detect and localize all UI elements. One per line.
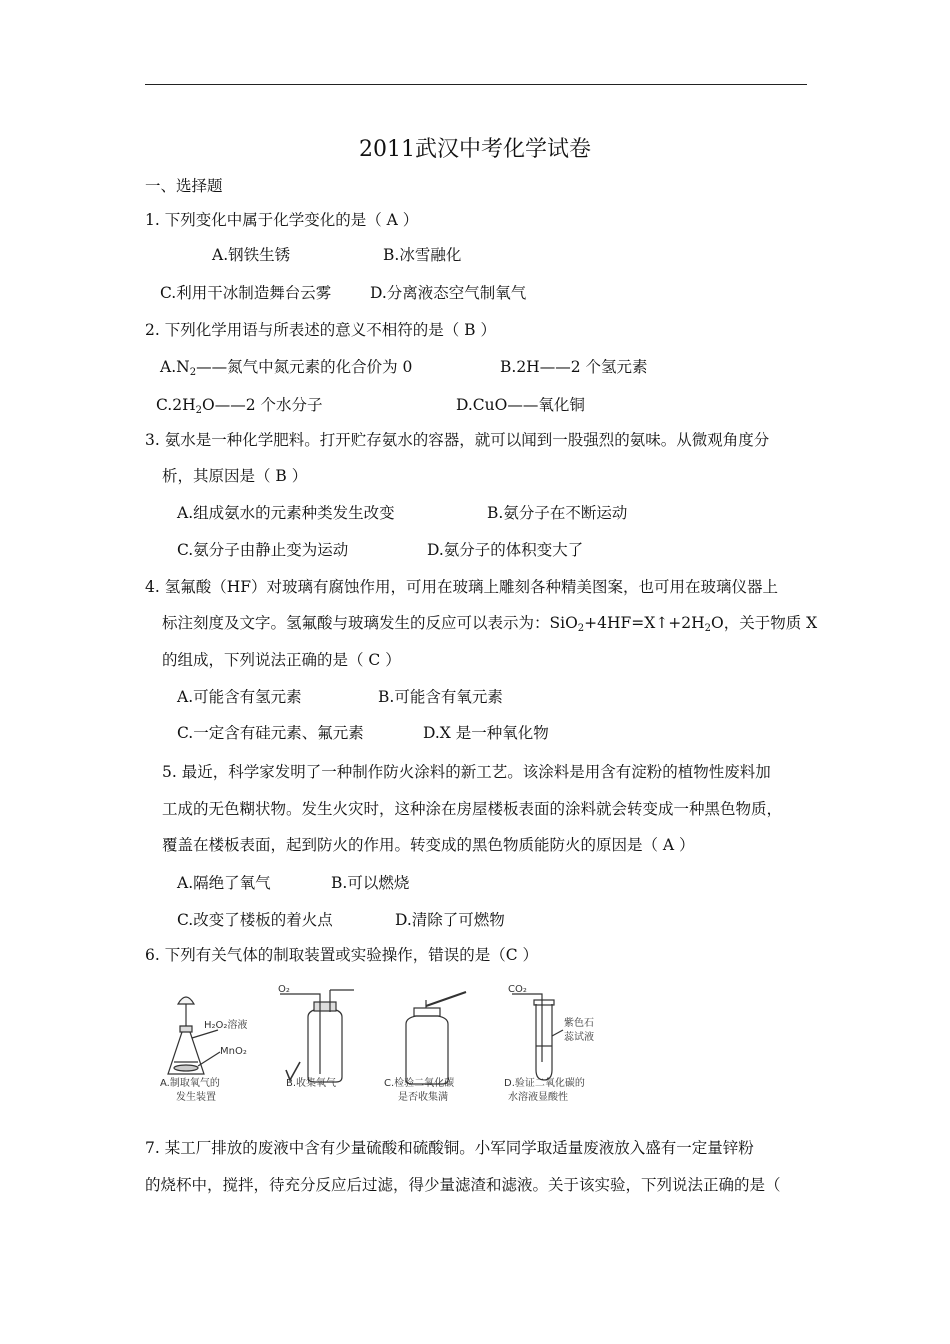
q3-option-a: A.组成氨水的元素种类发生改变: [177, 504, 395, 522]
page-title: 2011武汉中考化学试卷: [359, 137, 591, 162]
fig-d-gas: CO₂: [508, 984, 527, 995]
q4-option-b: B.可能含有氧元素: [378, 688, 503, 706]
q4-option-d: D.X 是一种氧化物: [423, 724, 549, 742]
q5-option-a: A.隔绝了氧气: [177, 874, 271, 892]
section-heading: 一、选择题: [145, 177, 223, 195]
q2-stem: 2. 下列化学用语与所表述的意义不相符的是（ B ）: [145, 321, 496, 339]
q4-stem-line3: 的组成，下列说法正确的是（ C ）: [162, 651, 401, 669]
fig-b-caption: B.收集氧气: [286, 1078, 337, 1089]
q2-option-d: D.CuO——氧化铜: [456, 396, 585, 414]
q5-option-c: C.改变了楼板的着火点: [177, 911, 333, 929]
fig-a-reagent1: H₂O₂溶液: [204, 1020, 248, 1031]
fig-c-bottle: [406, 992, 466, 1084]
q2-option-b: B.2H——2 个氢元素: [500, 358, 648, 376]
q5-stem-line2: 工成的无色糊状物。发生火灾时，这种涂在房屋楼板表面的涂料就会转变成一种黑色物质，: [162, 800, 783, 818]
q6-stem: 6. 下列有关气体的制取装置或实验操作，错误的是（C ）: [145, 946, 539, 964]
fig-b-bottle: [280, 990, 354, 1082]
fig-c-caption2: 是否收集满: [398, 1092, 448, 1103]
q3-stem-line2: 析，其原因是（ B ）: [162, 467, 308, 485]
q2-option-a: $A.N_2——$氮气中氮元素的化合价为 0: [160, 358, 413, 378]
q1-option-a: A.钢铁生锈: [212, 246, 291, 264]
fig-a-flask: [168, 997, 220, 1074]
fig-d-caption2: 水溶液显酸性: [508, 1092, 568, 1103]
fig-a-caption1: A.制取氧气的: [160, 1078, 220, 1089]
q4-stem-line1: 4. 氢氟酸（HF）对玻璃有腐蚀作用，可用在玻璃上雕刻各种精美图案，也可用在玻璃仪器上: [145, 578, 778, 596]
q4-stem-line2: 标注刻度及文字。氢氟酸与玻璃发生的反应可以表示为：$SiO_2+4HF=X↑+2H_2O$，关于物质 X: [162, 614, 818, 634]
fig-a-caption2: 发生装置: [176, 1092, 216, 1103]
q3-option-c: C.氨分子由静止变为运动: [177, 541, 349, 559]
q5-stem-line3: 覆盖在楼板表面，起到防火的作用。转变成的黑色物质能防火的原因是（ A ）: [162, 836, 695, 854]
q1-option-b: B.冰雪融化: [383, 246, 462, 264]
q1-option-c: C.利用干冰制造舞台云雾: [160, 284, 332, 302]
q4-option-c: C.一定含有硅元素、氟元素: [177, 724, 364, 742]
fig-d-label2: 蕊试液: [564, 1032, 594, 1043]
q5-option-d: D.清除了可燃物: [395, 911, 505, 929]
q5-option-b: B.可以燃烧: [331, 874, 410, 892]
fig-d-label1: 紫色石: [564, 1018, 594, 1029]
q3-option-d: D.氨分子的体积变大了: [427, 541, 584, 559]
q6-apparatus-figures: [158, 982, 618, 1112]
header-rule: [145, 84, 807, 85]
q1-option-d: D.分离液态空气制氧气: [370, 284, 527, 302]
q3-stem-line1: 3. 氨水是一种化学肥料。打开贮存氨水的容器，就可以闻到一股强烈的氨味。从微观角度分: [145, 431, 770, 449]
q1-stem: 1. 下列变化中属于化学变化的是（ A ）: [145, 211, 419, 229]
fig-d-caption1: D.验证二氧化碳的: [504, 1078, 585, 1089]
q5-stem-line1: 5. 最近，科学家发明了一种制作防火涂料的新工艺。该涂料是用含有淀粉的植物性废料加: [162, 763, 771, 781]
fig-c-caption1: C.检验二氧化碳: [384, 1078, 455, 1089]
q3-option-b: B.氨分子在不断运动: [487, 504, 628, 522]
q7-stem-line2: 的烧杯中，搅拌，待充分反应后过滤，得少量滤渣和滤液。关于该实验，下列说法正确的是（: [145, 1176, 781, 1194]
fig-d-test-tube: [512, 994, 563, 1080]
q2-option-c: $C.2H_2O——2$ 个水分子: [156, 396, 323, 416]
q7-stem-line1: 7. 某工厂排放的废液中含有少量硫酸和硫酸铜。小军同学取适量废液放入盛有一定量锌粉: [145, 1139, 754, 1157]
fig-b-gas: O₂: [278, 984, 290, 995]
fig-a-reagent2: MnO₂: [220, 1046, 247, 1057]
q4-option-a: A.可能含有氢元素: [177, 688, 302, 706]
